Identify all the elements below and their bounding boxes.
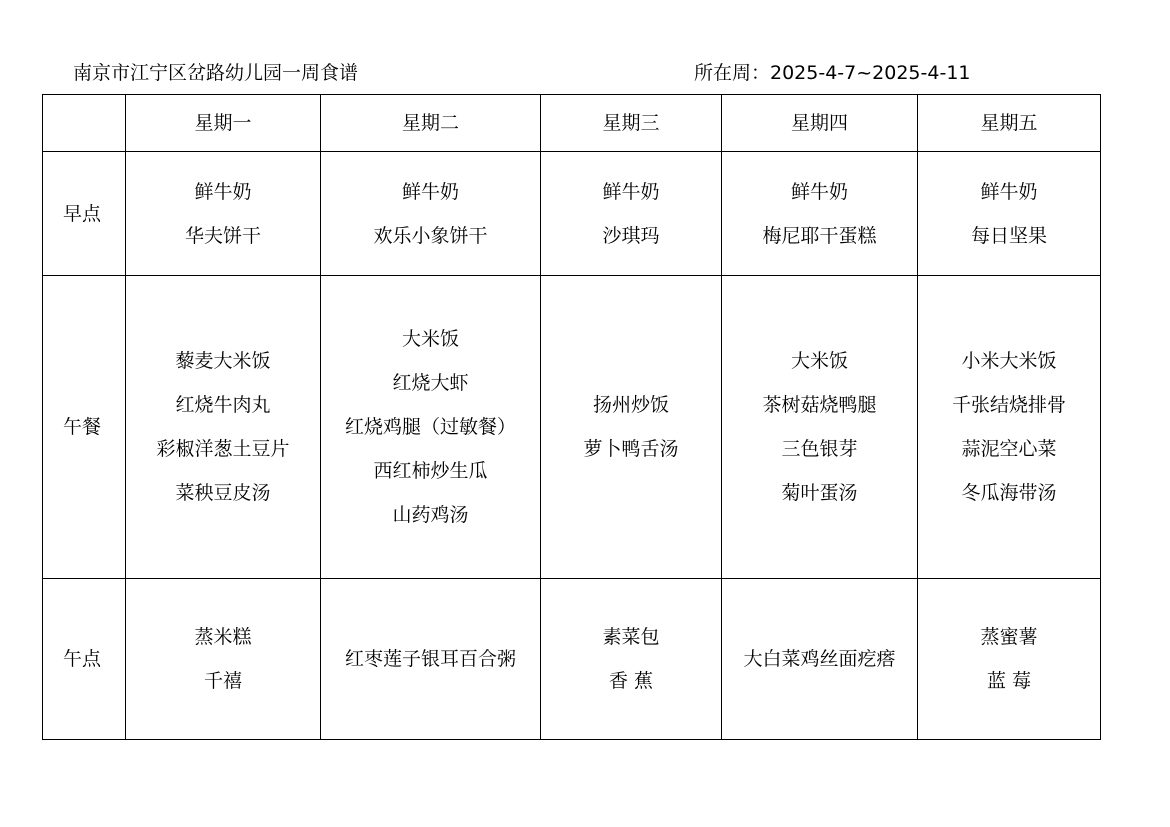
breakfast-row [43, 152, 1101, 276]
lunch-row [43, 276, 1101, 579]
menu-cell [541, 579, 722, 740]
menu-title: 南京市江宁区岔路幼儿园一周食谱 [73, 62, 359, 84]
menu-cell [722, 152, 918, 276]
menu-item: 鲜牛奶 [194, 180, 252, 203]
menu-item: 蒸米糕 [194, 626, 252, 648]
menu-item: 红烧大虾 [392, 372, 469, 394]
menu-item: 西红柿炒生瓜 [373, 460, 488, 482]
menu-item: 千张结烧排骨 [951, 394, 1066, 416]
menu-item: 红烧鸡腿（过敏餐） [344, 416, 516, 438]
menu-item: 三色银芽 [781, 438, 858, 460]
menu-item: 红枣莲子银耳百合粥 [344, 648, 516, 670]
menu-cell [321, 152, 541, 276]
menu-item: 蒸蜜薯 [980, 626, 1038, 648]
day-header: 星期五 [918, 95, 1101, 152]
menu-item: 鲜牛奶 [980, 180, 1038, 203]
weekly-menu-table [42, 94, 1101, 740]
menu-item: 鲜牛奶 [790, 180, 848, 203]
menu-item: 菊叶蛋汤 [781, 482, 858, 504]
menu-item: 彩椒洋葱土豆片 [156, 438, 290, 460]
menu-item: 萝卜鸭舌汤 [583, 438, 679, 460]
menu-cell [126, 579, 321, 740]
menu-item: 小米大米饭 [961, 350, 1057, 372]
menu-item: 冬瓜海带汤 [961, 482, 1057, 504]
menu-item: 红烧牛肉丸 [175, 394, 271, 416]
menu-item: 大米饭 [401, 328, 459, 350]
menu-cell [541, 276, 722, 579]
menu-item: 香 蕉 [608, 670, 654, 692]
corner-cell [43, 95, 126, 152]
menu-item: 欢乐小象饼干 [373, 224, 488, 247]
day-header: 星期二 [321, 95, 541, 152]
menu-item: 藜麦大米饭 [175, 350, 271, 372]
menu-item: 蒜泥空心菜 [961, 438, 1057, 460]
menu-item: 梅尼耶干蛋糕 [762, 224, 877, 247]
menu-item: 扬州炒饭 [592, 394, 669, 416]
menu-item: 素菜包 [602, 626, 660, 648]
day-header: 星期一 [126, 95, 321, 152]
meal-label-snack: 午点 [43, 579, 126, 740]
menu-cell [918, 152, 1101, 276]
menu-item: 蓝 莓 [986, 670, 1032, 692]
meal-label-breakfast: 早点 [43, 152, 126, 276]
menu-item: 菜秧豆皮汤 [175, 482, 271, 504]
menu-item: 鲜牛奶 [401, 180, 459, 203]
menu-cell [722, 579, 918, 740]
day-header: 星期四 [722, 95, 918, 152]
menu-item: 鲜牛奶 [602, 180, 660, 203]
menu-cell [541, 152, 722, 276]
menu-item: 每日坚果 [970, 224, 1047, 247]
day-header-row [43, 95, 1101, 152]
menu-cell [321, 579, 541, 740]
menu-item: 千禧 [203, 670, 242, 692]
menu-cell [321, 276, 541, 579]
menu-cell [918, 579, 1101, 740]
day-header: 星期三 [541, 95, 722, 152]
menu-cell [126, 152, 321, 276]
menu-item: 大白菜鸡丝面疙瘩 [743, 648, 896, 670]
week-range: 所在周：2025-4-7~2025-4-11 [694, 62, 971, 84]
menu-item: 华夫饼干 [184, 224, 261, 247]
menu-cell [918, 276, 1101, 579]
menu-cell [722, 276, 918, 579]
menu-item: 山药鸡汤 [392, 504, 469, 526]
menu-cell [126, 276, 321, 579]
menu-item: 大米饭 [790, 350, 848, 372]
menu-item: 茶树菇烧鸭腿 [762, 394, 877, 416]
meal-label-lunch: 午餐 [43, 276, 126, 579]
menu-item: 沙琪玛 [602, 224, 660, 247]
afternoon-snack-row [43, 579, 1101, 740]
